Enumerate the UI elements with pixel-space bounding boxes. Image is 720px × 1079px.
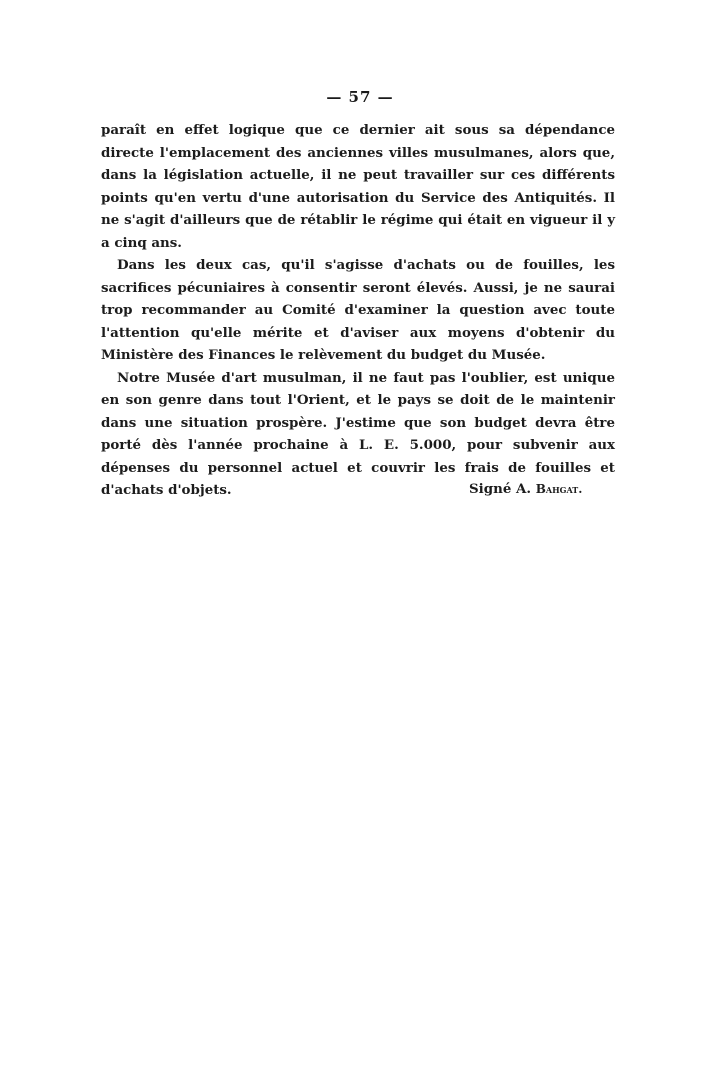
signature <box>469 481 582 497</box>
signature-name: Bahgat. <box>535 482 583 496</box>
paragraph-continuation: paraît en effet logique que ce dernier ait sous sa dépendance directe l'emplacement des anciennes villes musulmanes, alors que, dans la législation actuelle, il ne peut travailler sur ces différents points qu'en vertu d'une autorisation du Service des Antiquités. Il ne s'agit d'ailleurs que de rétablir le régime qui était en vigueur il y a cinq ans. <box>101 122 615 251</box>
paragraph-costs: Dans les deux cas, qu'il s'agisse d'achats ou de fouilles, les sacrifices pécuniaires à consentir seront élevés. Aussi, je ne saurai trop recommander au Comité d'examiner la question avec toute l'attention qu'elle mérite et d'aviser aux moyens d'obtenir du Ministère des Finances le relèvement du budget du Musée. <box>101 257 615 363</box>
body-text <box>101 119 615 502</box>
paragraph-museum: Notre Musée d'art musulman, il ne faut pas l'oublier, est unique en son genre dans tout l'Orient, et le pays se doit de le maintenir dans une situation prospère. J'estime que son budget devra être porté dès l'année prochaine à L. E. 5.000, pour subvenir aux dépenses du personnel actuel et couvrir les frais de fouilles et d'achats d'objets. <box>101 369 615 498</box>
page-number: — 57 — <box>326 88 394 106</box>
signature-prefix: Signé A. <box>469 481 536 497</box>
